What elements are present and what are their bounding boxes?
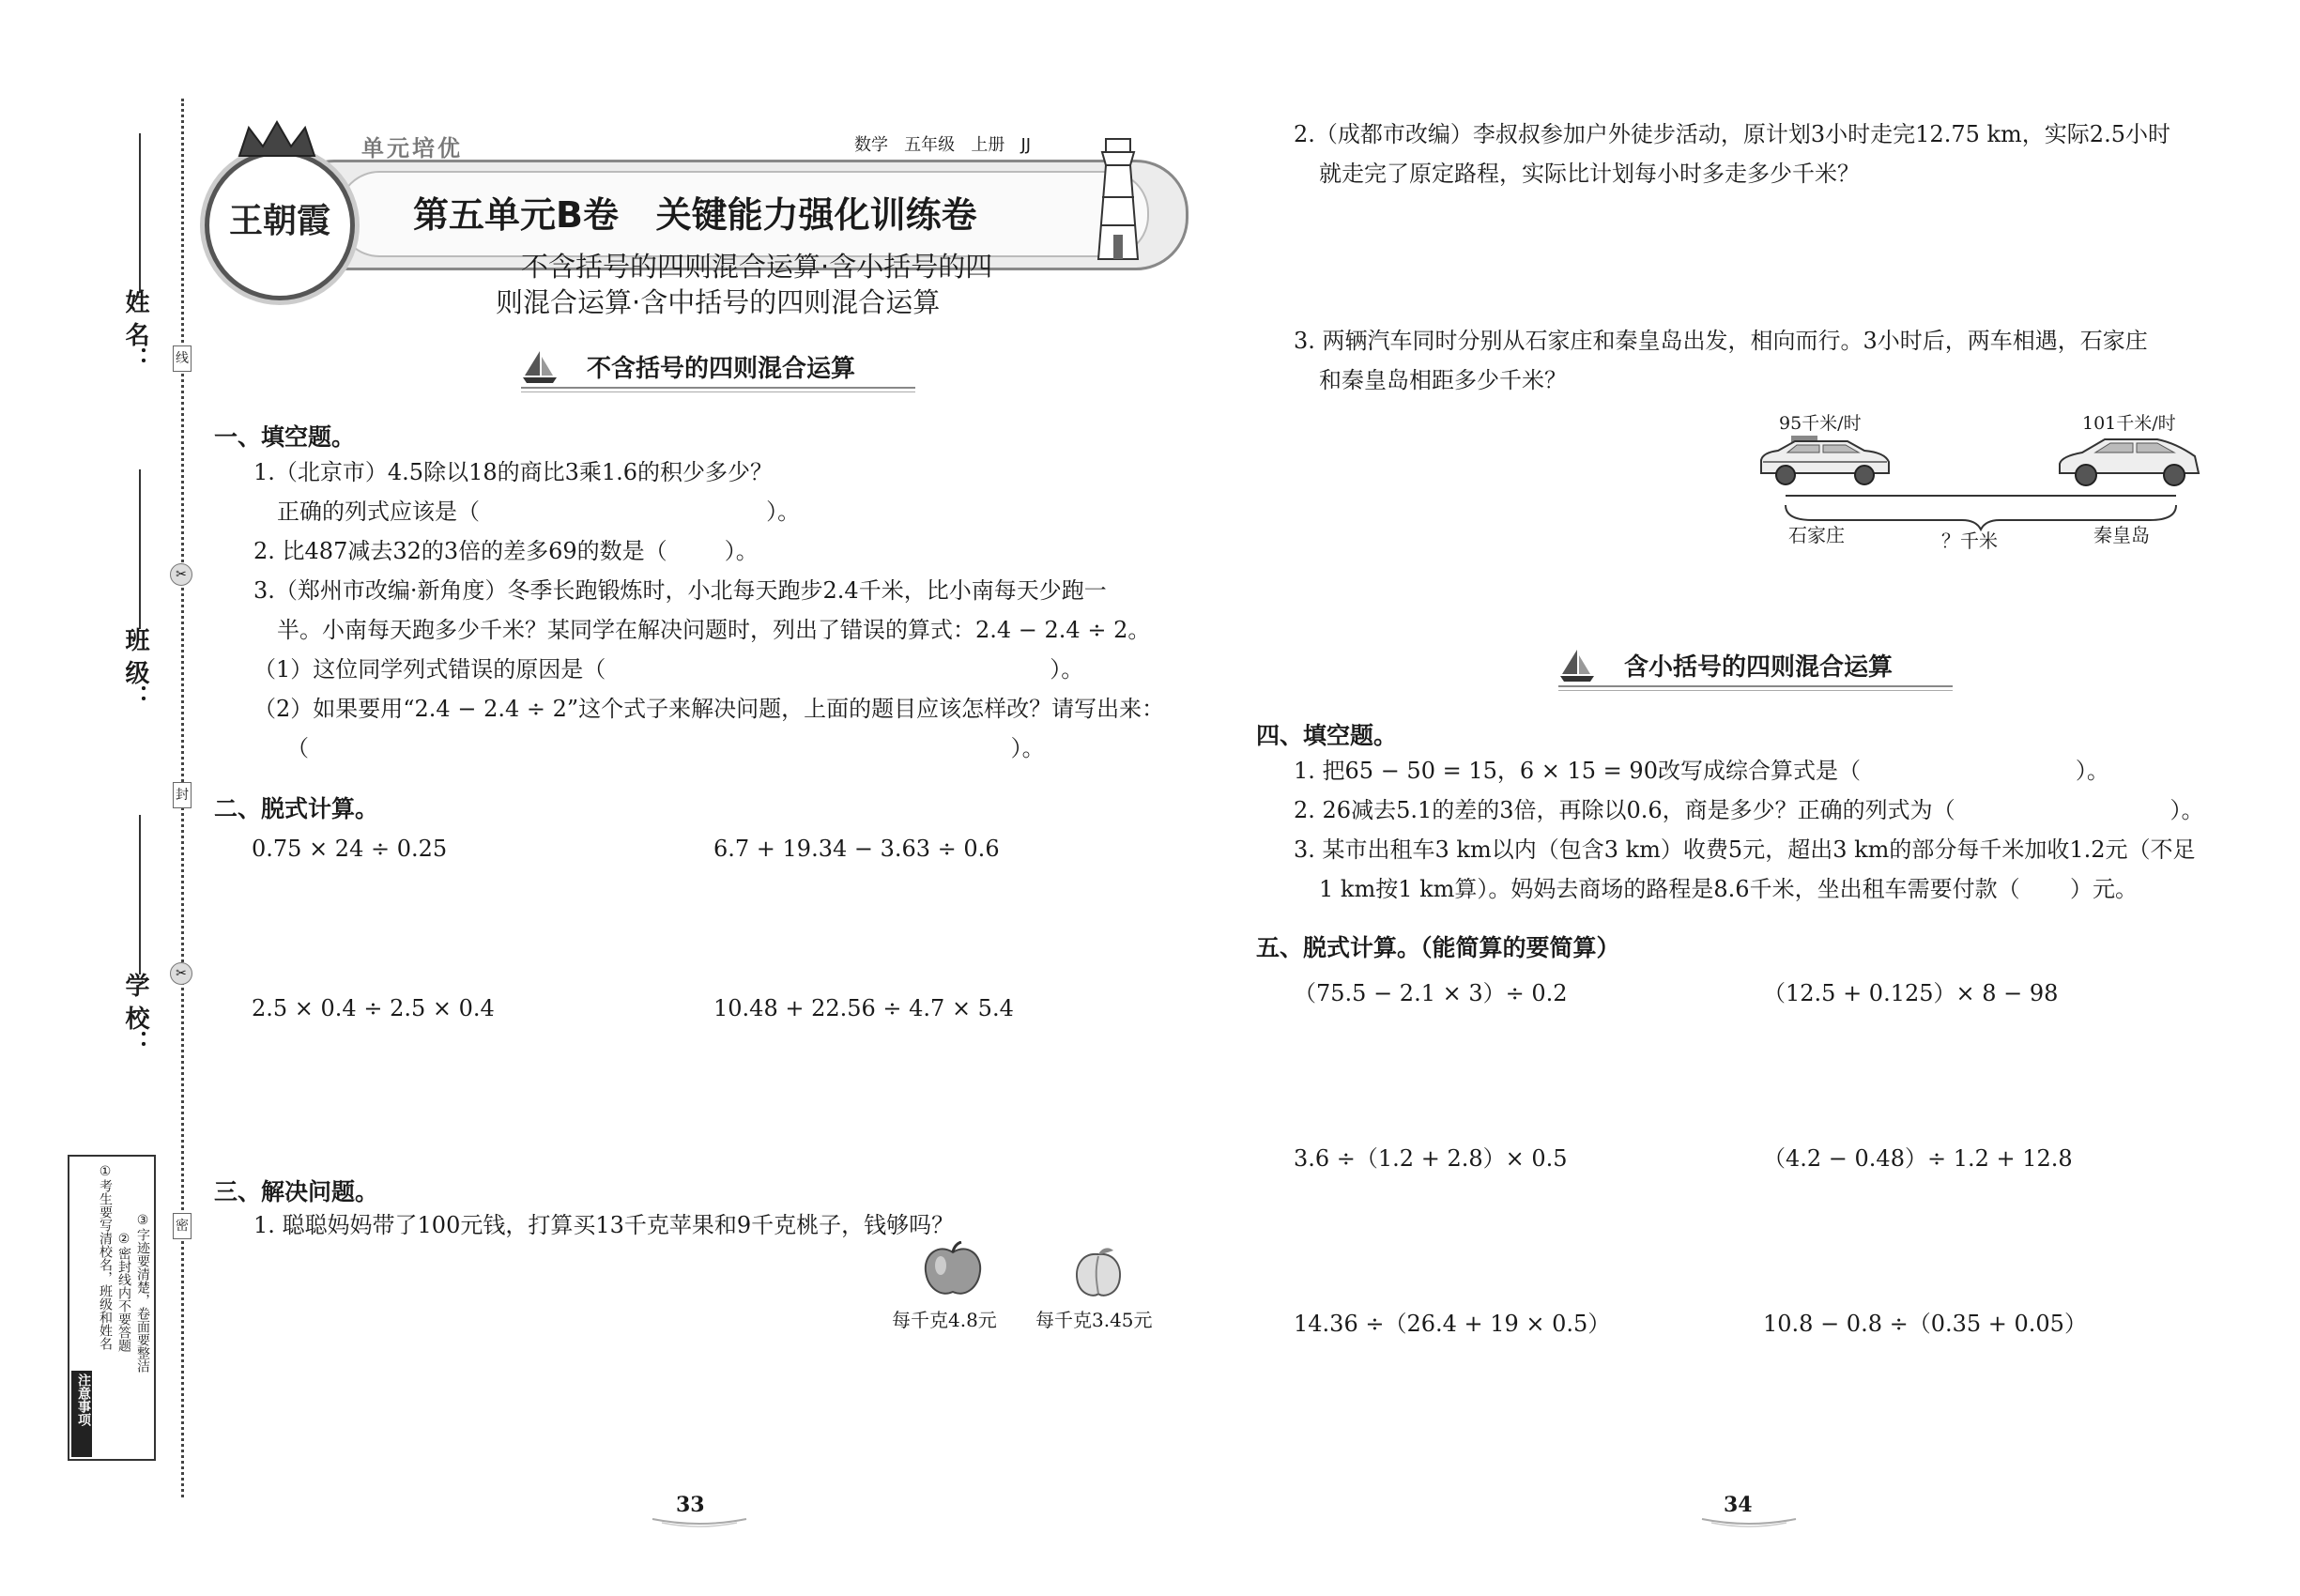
section-heading: 三、解决问题。 [214, 1178, 379, 1205]
car-left-icon [1754, 432, 1894, 490]
calc-item: 3.6 ÷（1.2 + 2.8）× 0.5 [1294, 1145, 1568, 1172]
question-text: 1. 把65 − 50 = 15，6 × 15 = 90改写成综合算式是（ ）。 [1294, 758, 2109, 784]
notice-item: ①考生要写清校名，班级和姓名 [98, 1164, 113, 1350]
exam-title: 第五单元B卷 关键能力强化训练卷 [413, 194, 977, 236]
topic-title: 不含括号的四则混合运算 [587, 355, 856, 383]
exam-subtitle-line2: 则混合运算·含中括号的四则混合运算 [496, 286, 941, 318]
page-ornament [648, 1510, 751, 1528]
question-text: 2. 比487减去32的3倍的差多69的数是（ ）。 [253, 538, 759, 564]
calc-item: 14.36 ÷（26.4 + 19 × 0.5） [1294, 1311, 1611, 1337]
page-number: 34 [1724, 1493, 1753, 1517]
calc-item: 10.8 − 0.8 ÷（0.35 + 0.05） [1763, 1311, 2087, 1337]
question-text: 3. 某市出租车3 km以内（包含3 km）收费5元，超出3 km的部分每千米加收1.2元（不足 [1294, 836, 2196, 863]
section-heading: 二、脱式计算。 [214, 795, 379, 822]
question-text: （2）如果要用“2.4 − 2.4 ÷ 2”这个式子来解决问题，上面的题目应该怎样改？请写出来： [253, 696, 1165, 722]
notice-item: ③字迹要清楚，卷面要整洁 [135, 1213, 150, 1373]
brand-logo [205, 150, 355, 300]
exam-subtitle-line1: 不含括号的四则混合运算·含小括号的四 [521, 251, 993, 283]
section-heading: 五、脱式计算。（能简算的要简算） [1256, 934, 1620, 961]
question-text: 就走完了原定路程，实际比计划每小时多走多少千米？ [1319, 161, 1860, 187]
peach-price: 每千克3.45元 [1035, 1309, 1153, 1331]
peach-icon [1070, 1245, 1127, 1299]
cut-mark-text: 封 [176, 788, 189, 803]
page-ornament [1697, 1510, 1801, 1528]
crown-icon [235, 120, 319, 161]
section-heading: 四、填空题。 [1256, 722, 1398, 749]
school-fill-line [139, 815, 141, 974]
class-label: 班 级： [121, 627, 149, 710]
question-text: （1）这位同学列式错误的原因是（ ）。 [253, 656, 1084, 683]
question-text: 1 km按1 km算）。妈妈去商场的路程是8.6千米，坐出租车需要付款（ ）元。 [1319, 876, 2138, 902]
calc-item: （12.5 + 0.125）× 8 − 98 [1763, 980, 2059, 1006]
calc-item: （75.5 − 2.1 × 3）÷ 0.2 [1294, 980, 1568, 1006]
car-right-icon [2054, 432, 2204, 490]
calc-item: 6.7 + 19.34 − 3.63 ÷ 0.6 [713, 836, 1000, 862]
notice-title: 注意事项 [71, 1371, 92, 1457]
name-label: 姓 名： [121, 289, 149, 372]
speed-left: 95千米/时 [1779, 413, 1862, 434]
distance-label: ？千米 [1941, 529, 1998, 552]
lighthouse-icon [1089, 131, 1155, 267]
city-left: 石家庄 [1788, 524, 1845, 546]
calc-item: 2.5 × 0.4 ÷ 2.5 × 0.4 [252, 995, 495, 1021]
calc-item: 10.48 + 22.56 ÷ 4.7 × 5.4 [713, 995, 1014, 1021]
page-number: 33 [676, 1493, 705, 1517]
cut-mark-mi [173, 1213, 192, 1239]
question-text: 1.（北京市）4.5除以18的商比3乘1.6的积少多少？ [253, 459, 774, 485]
sailboat-icon [521, 347, 559, 385]
question-text: 3.（郑州市改编·新角度）冬季长跑锻炼时，小北每天跑步2.4千米，比小南每天少跑一 [253, 577, 1107, 604]
apple-icon [920, 1241, 986, 1299]
notice-item: ②密封线内不要答题 [116, 1232, 131, 1352]
section-heading: 一、填空题。 [214, 423, 356, 451]
question-text: （ ）。 [286, 735, 1045, 761]
city-right: 秦皇岛 [2093, 524, 2150, 546]
brand-name: 王朝霞 [228, 201, 330, 240]
question-text: 和秦皇岛相距多少千米？ [1319, 367, 1567, 393]
cut-mark-text: 密 [176, 1219, 189, 1234]
school-label: 学 校： [121, 973, 149, 1055]
topic-title: 含小括号的四则混合运算 [1624, 653, 1894, 682]
cut-mark-xian [173, 345, 192, 372]
calc-item: 0.75 × 24 ÷ 0.25 [252, 836, 448, 862]
scissors-icon: ✂ [170, 962, 192, 985]
calc-item: （4.2 − 0.48）÷ 1.2 + 12.8 [1763, 1145, 2073, 1172]
apple-price: 每千克4.8元 [892, 1309, 997, 1331]
brand-tag: 单元培优 [361, 135, 463, 161]
cut-mark-text: 线 [176, 351, 189, 366]
name-fill-line [139, 133, 141, 293]
question-text: 半。小南每天跑多少千米？某同学在解决问题时，列出了错误的算式：2.4 − 2.4 ÷ 2。 [277, 617, 1151, 643]
question-text: 2.（成都市改编）李叔叔参加户外徒步活动，原计划3小时走完12.75 km，实际2.5小时 [1294, 121, 2170, 147]
topic-heading [521, 347, 915, 394]
question-text: 2. 26减去5.1的差的3倍，再除以0.6，商是多少？正确的列式为（ ）。 [1294, 797, 2204, 823]
notice-box [68, 1155, 156, 1461]
speed-right: 101千米/时 [2082, 413, 2176, 434]
class-fill-line [139, 469, 141, 629]
subject-meta: 数学 五年级 上册 JJ [854, 135, 1032, 155]
cut-mark-feng [173, 782, 192, 808]
scissors-icon: ✂ [170, 563, 192, 586]
topic-heading [1558, 646, 1953, 693]
question-text: 1. 聪聪妈妈带了100元钱，打算买13千克苹果和9千克桃子，钱够吗？ [253, 1212, 955, 1238]
sailboat-icon [1558, 646, 1596, 683]
question-text: 3. 两辆汽车同时分别从石家庄和秦皇岛出发，相向而行。3小时后，两车相遇，石家庄 [1294, 328, 2148, 354]
question-text: 正确的列式应该是（ ）。 [277, 499, 801, 525]
